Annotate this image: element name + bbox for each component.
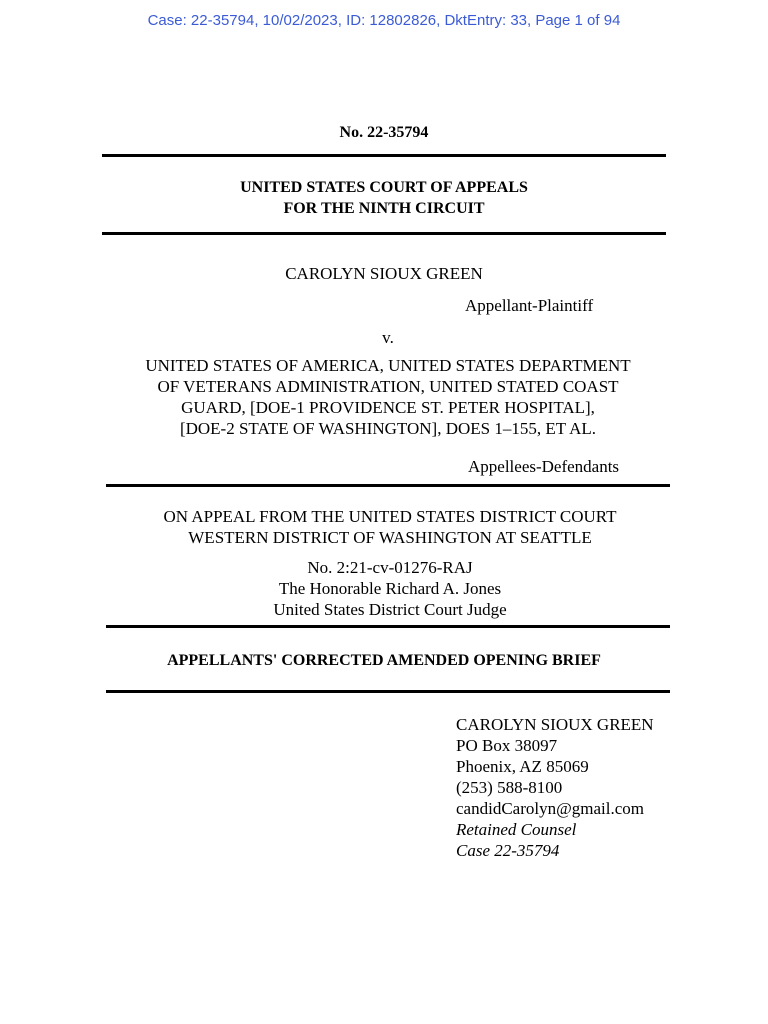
appellees-block	[0, 355, 768, 439]
versus: v.	[382, 328, 394, 347]
judge-title: United States District Court Judge	[273, 600, 507, 619]
appellees-line-1: UNITED STATES OF AMERICA, UNITED STATES DEPARTMENT	[145, 356, 631, 375]
counsel-email: candidCarolyn@gmail.com	[456, 799, 644, 818]
case-number: No. 22-35794	[339, 124, 429, 141]
counsel-block	[456, 714, 654, 861]
divider-2	[102, 232, 666, 235]
court-line-2: FOR THE NINTH CIRCUIT	[283, 200, 485, 217]
lower-case-number: No. 2:21-cv-01276-RAJ	[307, 558, 473, 577]
appellees-line-4: [DOE-2 STATE OF WASHINGTON], DOES 1–155, ET AL.	[179, 419, 597, 438]
divider-1	[102, 154, 666, 157]
appellees-line-3: GUARD, [DOE-1 PROVIDENCE ST. PETER HOSPITAL],	[181, 398, 595, 417]
court-line-1: UNITED STATES COURT OF APPEALS	[240, 179, 528, 196]
divider-5	[106, 690, 670, 693]
docket-header-stamp: Case: 22-35794, 10/02/2023, ID: 12802826, DktEntry: 33, Page 1 of 94	[147, 12, 621, 29]
divider-4	[106, 625, 670, 628]
lower-court-block	[0, 557, 768, 620]
appeal-line-1: ON APPEAL FROM THE UNITED STATES DISTRICT COURT	[163, 507, 617, 526]
counsel-phone: (253) 588-8100	[456, 778, 563, 797]
appellant-name: CAROLYN SIOUX GREEN	[285, 264, 483, 283]
divider-3	[106, 484, 670, 487]
appellees-role: Appellees-Defendants	[468, 457, 620, 476]
counsel-role: Retained Counsel	[456, 820, 577, 839]
judge-name: The Honorable Richard A. Jones	[278, 579, 502, 598]
appellees-line-2: OF VETERANS ADMINISTRATION, UNITED STATED COAST	[157, 377, 619, 396]
appeal-block	[0, 506, 768, 548]
appellant-role: Appellant-Plaintiff	[465, 296, 594, 315]
counsel-address-2: Phoenix, AZ 85069	[456, 757, 589, 776]
counsel-case: Case 22-35794	[456, 841, 560, 860]
court-name	[0, 177, 768, 219]
counsel-name: CAROLYN SIOUX GREEN	[456, 715, 654, 734]
brief-title: APPELLANTS' CORRECTED AMENDED OPENING BRIEF	[167, 652, 601, 669]
counsel-address-1: PO Box 38097	[456, 736, 558, 755]
appeal-line-2: WESTERN DISTRICT OF WASHINGTON AT SEATTLE	[188, 528, 592, 547]
